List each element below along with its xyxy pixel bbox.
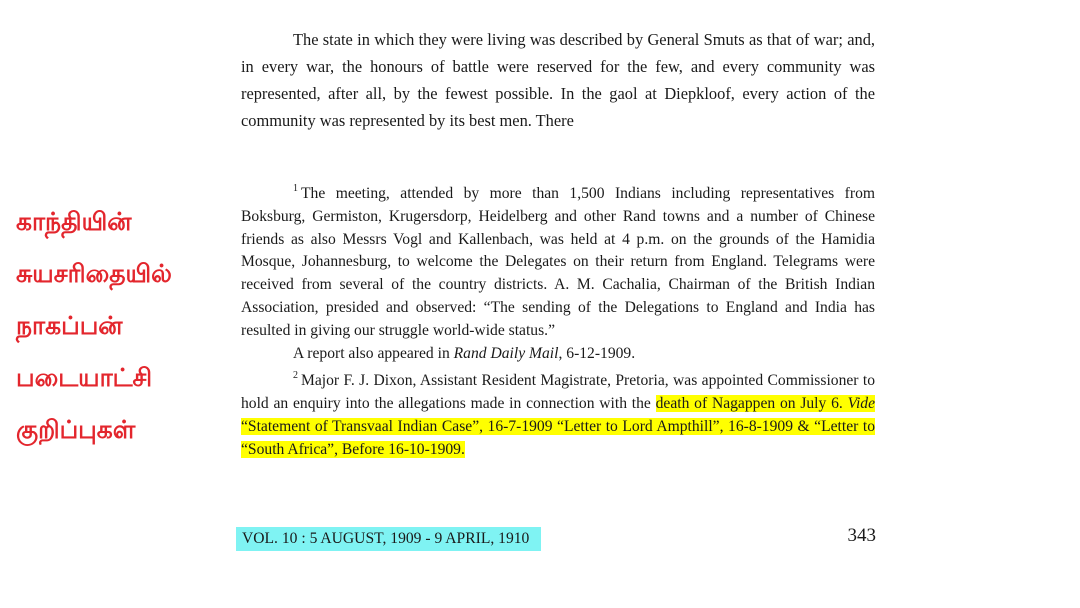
footnote-1 xyxy=(241,178,875,343)
footnote-1-marker: 1 xyxy=(293,183,298,194)
footnote-2-marker: 2 xyxy=(293,370,298,382)
caption-line-3: நாகப்பன் xyxy=(16,311,123,340)
volume-label: VOL. 10 : 5 AUGUST, 1909 - 9 APRIL, 1910 xyxy=(236,527,541,551)
caption-line-1: காந்தியின் xyxy=(16,207,132,236)
document-page xyxy=(241,26,875,462)
tamil-caption xyxy=(16,196,216,456)
caption-line-5: குறிப்புகள் xyxy=(16,415,136,444)
body-paragraph: The state in which they were living was described by General Smuts as that of war; and, in every war, the honours of battle were reserved for the few, and every community was represented, after all, by the fewest possible. In the gaol at Diepkloof, every action of the community was represented by its best men. There xyxy=(241,30,875,130)
footnote-1-text: The meeting, attended by more than 1,500 Indians including representatives from Boksburg, Germiston, Krugersdorp, Heidelberg and other Rand towns and a number of Chinese friends as also Messrs Vogl and Kallenbach, was held at 4 p.m. on the grounds of the Hamidia Mosque, Johannesburg, to welcome the Delegates on their return from England. Telegrams were received from several of the country districts. A. M. Cachalia, Chairman of the British Indian Association, presided and observed: “The sending of the Delegations to England and India has resulted in giving our struggle world-wide status.” xyxy=(241,185,875,339)
page-footer xyxy=(236,527,876,551)
highlight-vide: Vide xyxy=(847,395,875,413)
highlight-prefix: death of Nagappen on July 6. xyxy=(655,395,848,413)
footnote-2 xyxy=(241,365,875,461)
caption-line-2: சுயசரிதையில் xyxy=(16,259,172,288)
footnote-2-text: Major F. J. Dixon, Assistant Resident Magistrate, Pretoria, was appointed Commissioner to hold an enquiry into the allegations made in connection with the xyxy=(241,372,875,413)
report-source: Rand Daily Mail xyxy=(453,344,559,362)
caption-line-4: படையாட்சி xyxy=(16,363,153,392)
highlight-rest: “Statement of Transvaal Indian Case”, 16-7-1909 “Letter to Lord Ampthill”, 16-8-1909 & “Letter to “South Africa”, Before 16-10-1909. xyxy=(241,417,875,458)
report-suffix: , 6-12-1909. xyxy=(558,344,636,362)
page-number: 343 xyxy=(847,525,876,546)
report-prefix: A report also appeared in xyxy=(293,344,454,362)
footnotes xyxy=(241,178,875,462)
footnote-1-report xyxy=(241,343,875,366)
